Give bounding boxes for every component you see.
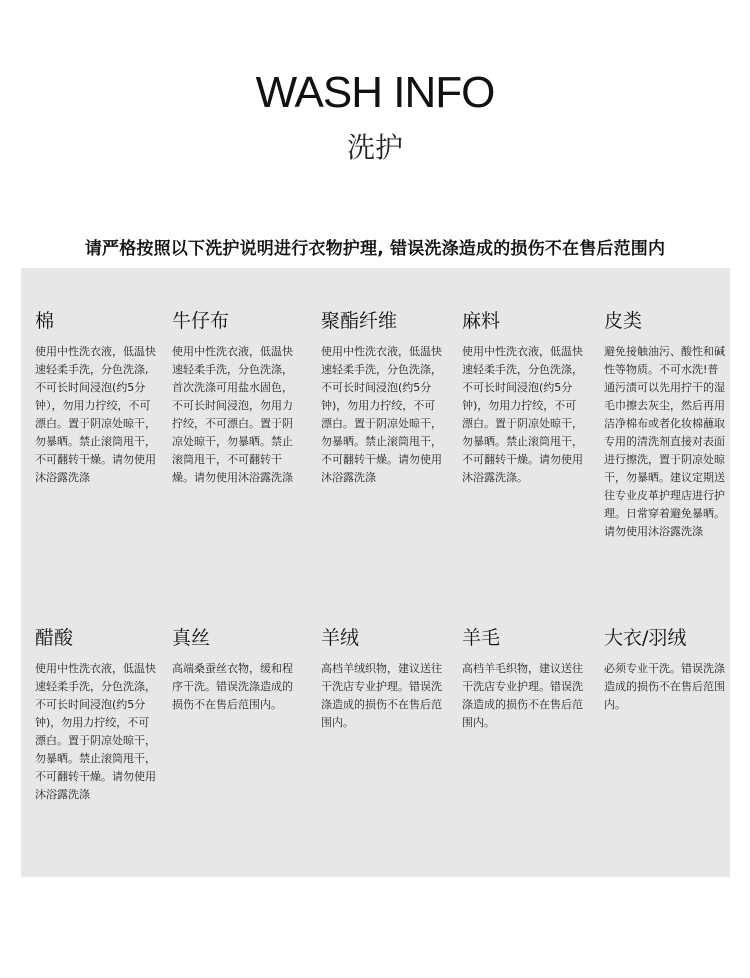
material-instructions: 高档羊毛织物，建议送往干洗店专业护理。错误洗涤造成的损伤不在售后范围内。 <box>462 662 583 729</box>
material-name: 醋酸 <box>35 627 74 649</box>
material-wool <box>462 625 584 732</box>
material-polyester <box>321 308 443 487</box>
material-instructions: 使用中性洗衣液，低温快速轻柔手洗，分色洗涤，不可长时间浸泡(约5分钟)，勿用力拧绞，不可漂白。置于阴凉处晾干，勿暴晒。禁止滚筒甩干，不可翻转干燥。请勿使用沐浴露洗涤。 <box>462 345 583 484</box>
material-name: 大衣/羽绒 <box>604 627 687 649</box>
material-instructions: 高端桑蚕丝衣物，缓和程序干洗。错误洗涤造成的损伤不在售后范围内。 <box>172 662 293 711</box>
material-instructions: 使用中性洗衣液，低温快速轻柔手洗，分色洗涤，不可长时间浸泡(约5分钟)，勿用力拧绞，不可漂白。置于阴凉处晾干，勿暴晒。禁止滚筒甩干，不可翻转干燥。请勿使用沐浴露洗涤 <box>321 345 442 484</box>
material-name: 羊绒 <box>321 627 360 649</box>
material-acetate <box>35 625 157 804</box>
material-name: 牛仔布 <box>172 310 230 332</box>
care-notice: 请严格按照以下洗护说明进行衣物护理, 错误洗涤造成的损伤不在售后范围内 <box>84 239 666 259</box>
material-cotton <box>35 308 157 487</box>
material-leather <box>604 308 726 541</box>
material-instructions: 避免接触油污、酸性和碱性等物质。不可水洗!普通污渍可以先用拧干的湿毛巾擦去灰尘，然后再用洁净棉布或者化妆棉蘸取专用的清洗剂直接对表面进行擦洗，置于阴凉处晾干，勿暴晒。建议定期送往专业皮革护理店进行护理。日常穿着避免暴晒。请勿使用沐浴露洗涤 <box>604 345 725 538</box>
material-instructions: 使用中性洗衣液，低温快速轻柔手洗，分色洗涤，首次洗涤可用盐水固色，不可长时间浸泡，勿用力拧绞，不可漂白。置于阴凉处晾干，勿暴晒。禁止滚筒甩干，不可翻转干燥。请勿使用沐浴露洗涤 <box>172 345 293 484</box>
material-cashmere <box>321 625 443 732</box>
material-name: 羊毛 <box>462 627 501 649</box>
material-name: 真丝 <box>172 627 211 649</box>
material-name: 麻料 <box>462 310 501 332</box>
material-instructions: 高档羊绒织物，建议送往干洗店专业护理。错误洗涤造成的损伤不在售后范围内。 <box>321 662 442 729</box>
material-silk <box>172 625 294 714</box>
material-instructions: 使用中性洗衣液，低温快速轻柔手洗，分色洗涤,不可长时间浸泡(约5分钟），勿用力拧绞，不可漂白。置于阴凉处晾干，勿暴晒。禁止滚筒甩干，不可翻转干燥。请勿使用沐浴露洗涤 <box>35 345 156 484</box>
page-subtitle: 洗护 <box>346 131 403 164</box>
material-instructions: 使用中性洗衣液，低温快速轻柔手洗，分色洗涤，不可长时间浸泡(约5分钟)，勿用力拧绞，不可漂白。置于阴凉处晾干，勿暴晒。禁止滚筒甩干，不可翻转干燥。请勿使用沐浴露洗涤 <box>35 662 156 801</box>
material-instructions: 必须专业干洗。错误洗涤造成的损伤不在售后范围内。 <box>604 662 725 711</box>
material-coat-down <box>604 625 726 714</box>
material-name: 聚酯纤维 <box>321 310 398 332</box>
page-title: WASH INFO <box>255 68 495 117</box>
material-name: 棉 <box>35 310 55 332</box>
material-name: 皮类 <box>604 310 643 332</box>
wash-info-panel <box>21 268 730 877</box>
material-denim <box>172 308 294 487</box>
material-linen <box>462 308 584 487</box>
